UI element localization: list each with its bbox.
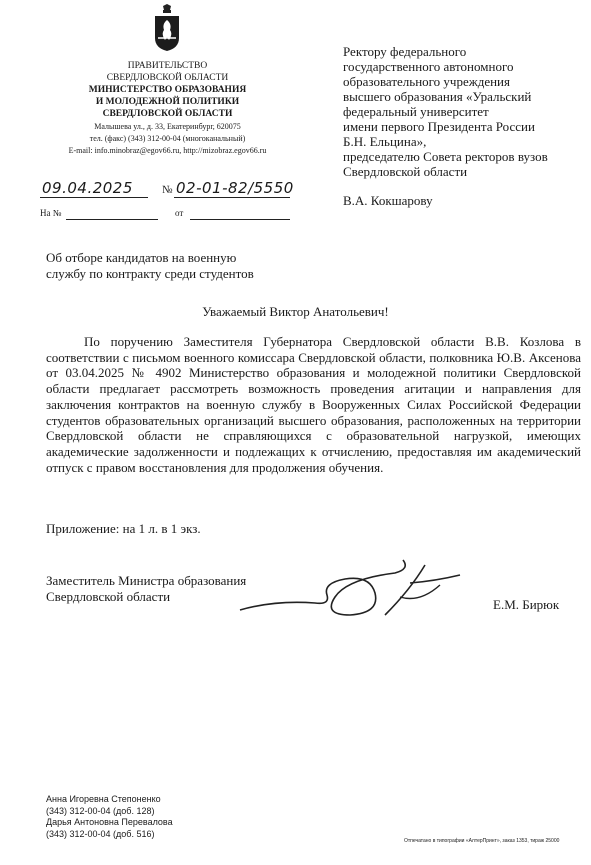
addressee-line: федеральный университет [343,104,489,119]
reference-line [40,200,300,220]
addressee-line: высшего образования «Уральский [343,89,532,104]
handwritten-signature [235,555,475,625]
signer-position-line: Заместитель Министра образования [46,573,247,588]
attachment-note: Приложение: на 1 л. в 1 экз. [46,521,201,536]
registration-date: 09.04.2025 [42,179,133,197]
reference-from-label: от [175,208,184,218]
addressee-line: Ректору федерального [343,44,467,59]
registration-line [40,178,300,198]
addressee-line: Б.Н. Ельцина», [343,134,427,149]
greeting: Уважаемый Виктор Анатольевич! [202,304,389,319]
print-note: Отпечатано в типографии «АлтерПринт», заказ 1353, тираж 25000 [404,838,560,844]
executors-block [46,794,266,840]
addressee-line: государственного автономного [343,59,514,74]
org-address: Малышева ул., д. 33, Екатеринбург, 620075 [94,122,241,131]
addressee-block [343,44,583,208]
signer-name: Е.М. Бирюк [493,597,560,612]
subject-line: службу по контракту среди студентов [46,265,254,281]
org-government: ПРАВИТЕЛЬСТВО [127,61,208,71]
addressee-line: имени первого Президента России [343,119,535,134]
addressee-line: председателю Совета ректоров вузов [343,149,548,164]
signer-position-line: Свердловской области [46,588,171,604]
org-ministry-3: СВЕРДЛОВСКОЙ ОБЛАСТИ [102,109,233,119]
addressee-name: В.А. Кокшарову [343,193,433,208]
reference-number-label: На № [40,208,62,218]
subject-line: Об отборе кандидатов на военную [46,250,237,265]
org-email: E-mail: info.minobraz@egov66.ru, http://mizobraz.egov66.ru [68,146,267,155]
org-ministry: МИНИСТЕРСТВО ОБРАЗОВАНИЯ [88,85,247,95]
org-region: СВЕРДЛОВСКОЙ ОБЛАСТИ [106,73,229,83]
addressee-line: образовательного учреждения [343,74,510,89]
org-phone: тел. (факс) (343) 312-00-04 (многоканальный) [89,134,246,143]
executor-line: Анна Игоревна Степоненко [46,794,161,804]
subject-block [46,250,316,281]
addressee-line: Свердловской области [343,164,468,179]
executor-line: (343) 312-00-04 (доб. 128) [46,805,155,816]
coat-of-arms-icon [152,4,182,52]
registration-number-label: № [162,184,173,196]
letter-body: По поручению Заместителя Губернатора Свердловской области В.В. Козлова в соответствии с письмом военного комиссара Свердловской области, полковника Ю.В. Аксенова от 03.04.2025 № 4902 Министерство образования и молодежной политики Свердловской области предлагает рассмотреть возможность проведения агитации и направления для заключения контрактов на военную службу в Вооруженных Силах Российской Федерации студентов образовательных организаций высшего образования, расположенных на территории Свердловской области не справляющихся с образовательной нагрузкой, имеющих академические задолженности и подлежащих к отчислению, предоставляя им академический отпуск с правом восстановления для продолжения обучения. [46,334,581,475]
executor-line: Дарья Антоновна Перевалова [46,817,173,827]
executor-line: (343) 312-00-04 (доб. 516) [46,828,155,839]
organization-header [40,60,295,156]
org-ministry-2: И МОЛОДЕЖНОЙ ПОЛИТИКИ [95,97,240,107]
registration-number: 02-01-82/5550 [176,179,294,197]
